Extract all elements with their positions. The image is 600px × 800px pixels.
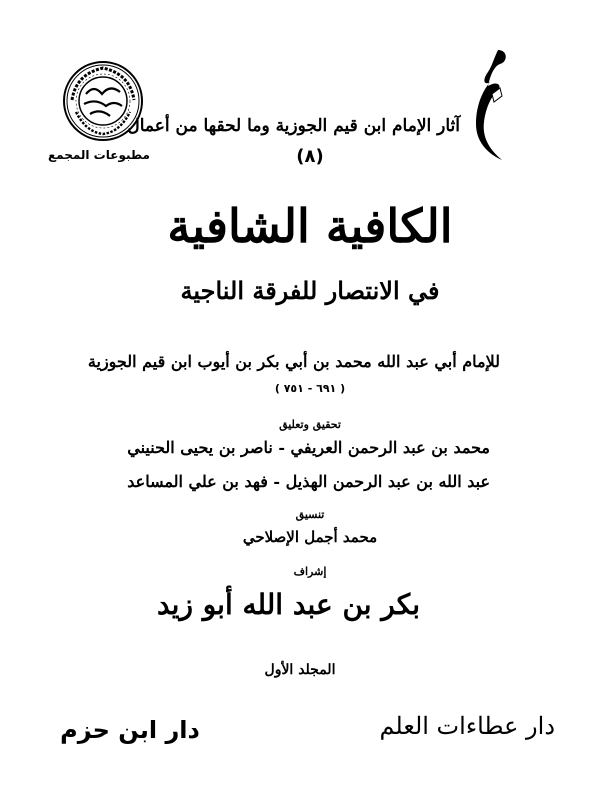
author-dates: ( ٦٩١ - ٧٥١ ) bbox=[274, 382, 346, 395]
series-title: آثار الإمام ابن قيم الجوزية وما لحقها من أعمال bbox=[127, 116, 460, 136]
volume-label: المجلد الأول bbox=[264, 662, 336, 678]
supervision-label: إشراف bbox=[293, 565, 327, 578]
supervisor-name: بكر بن عبد الله أبو زيد bbox=[156, 588, 420, 621]
author-name: للإمام أبي عبد الله محمد بن أبي بكر بن أيوب ابن قيم الجوزية bbox=[87, 352, 500, 371]
book-subtitle: في الانتصار للفرقة الناجية bbox=[180, 276, 440, 305]
coordination-label: تنسيق bbox=[295, 508, 325, 521]
series-number: (٨) bbox=[296, 146, 324, 167]
seal-caption: مطبوعات المجمع bbox=[47, 148, 150, 162]
publisher-logo-ataat-alilm: دار عطاءات العلم bbox=[379, 712, 555, 740]
book-title: الكافية الشافية bbox=[167, 199, 453, 253]
editors-label: تحقيق وتعليق bbox=[279, 418, 341, 431]
coordinator-name: محمد أجمل الإصلاحي bbox=[242, 528, 378, 546]
editors-line-1: محمد بن عبد الرحمن العريفي - ناصر بن يحيى الحنيني bbox=[127, 438, 490, 457]
calligraphic-flourish-icon bbox=[468, 46, 512, 166]
editors-line-2: عبد الله بن عبد الرحمن الهذيل - فهد بن علي المساعد bbox=[127, 472, 490, 491]
publisher-logo-ibn-hazm: دار ابن حزم bbox=[60, 716, 200, 744]
